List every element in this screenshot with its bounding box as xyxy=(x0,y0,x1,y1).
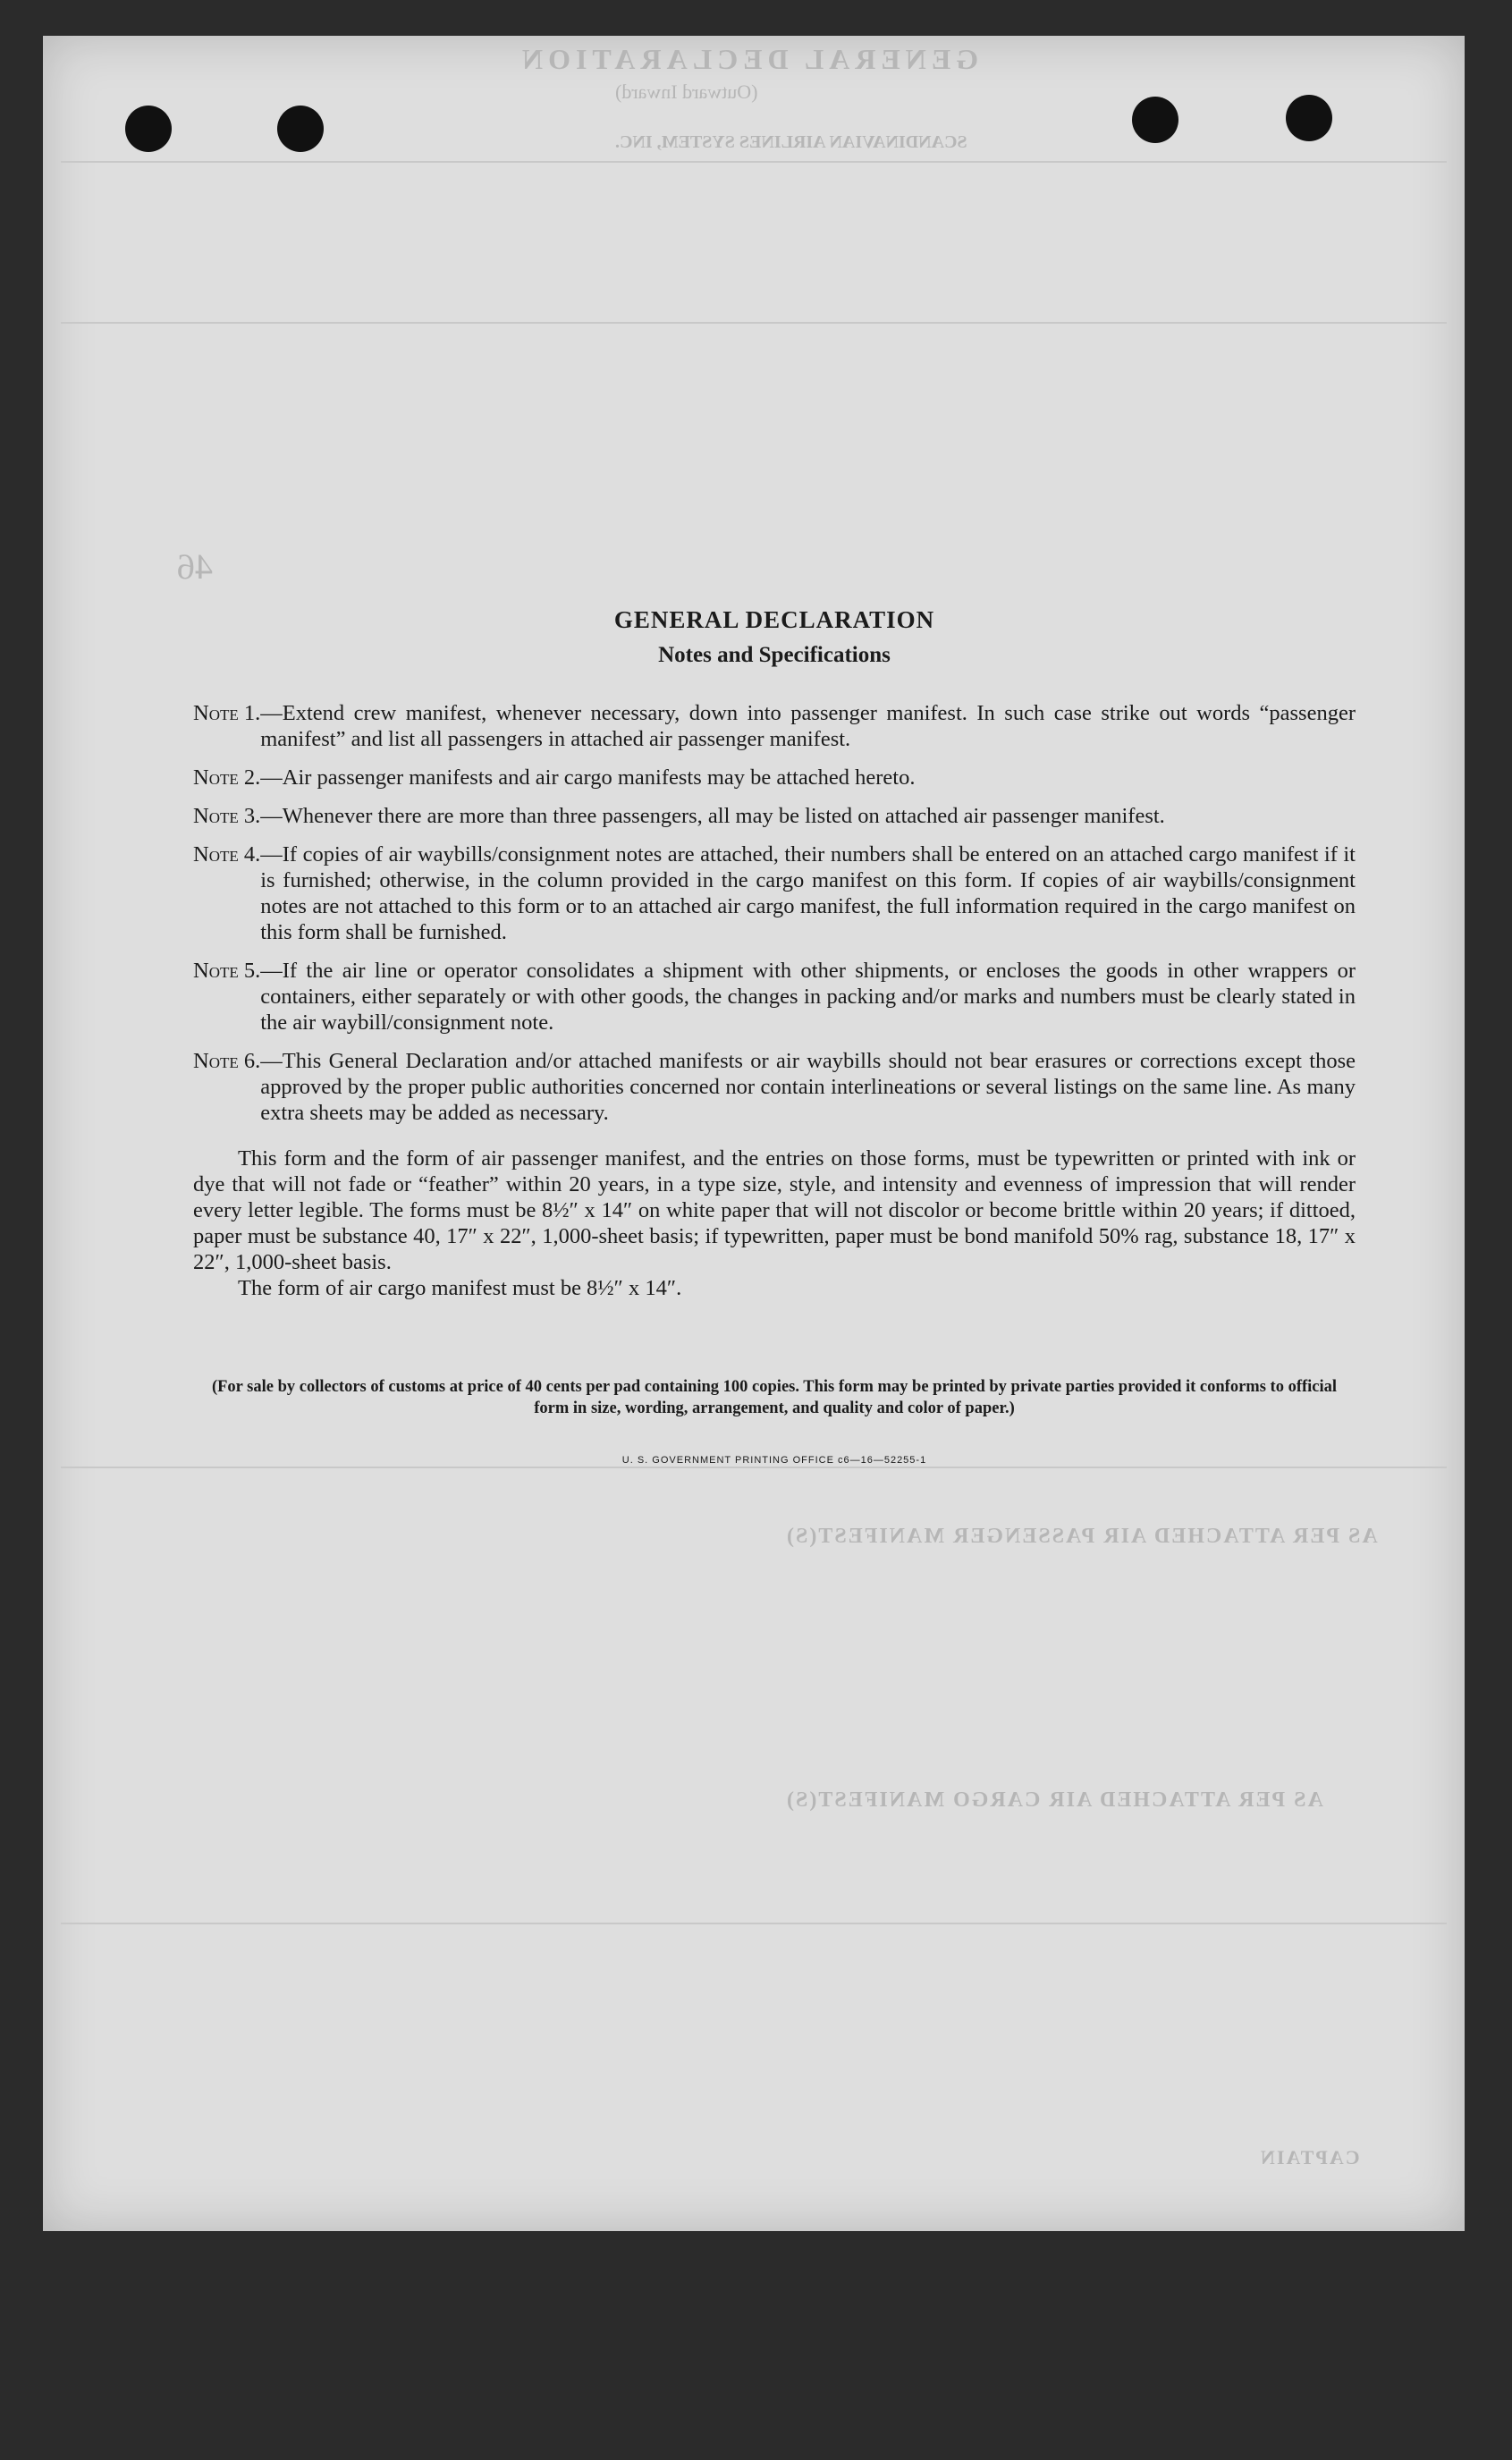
bleed-through-header-sub: (Outward Inward) xyxy=(615,80,758,103)
bleed-through-rule xyxy=(61,161,1447,163)
note-label: Note 6. xyxy=(193,1049,261,1073)
document-subtitle: Notes and Specifications xyxy=(658,643,891,667)
note-text: —If copies of air waybills/consignment notes are attached, their numbers shall be entered on an attached cargo manifest if it is furnished; otherwise, in the column provided in the cargo manifest on this form. If copies of air waybills/consignment notes are not attached to this form or to an attached air cargo manifest, the full information required in the cargo manifest on this form shall be furnished. xyxy=(260,842,1356,944)
bleed-through-rule xyxy=(61,1467,1447,1468)
punch-hole xyxy=(125,106,172,152)
notes-and-specifications xyxy=(193,606,1356,1466)
note-text: —This General Declaration and/or attached manifests or air waybills should not bear erasures or corrections except those approved by the proper public authorities concerned nor contain interlineations or several listings on the same line. As many extra sheets may be added as necessary. xyxy=(260,1049,1356,1125)
printer-imprint: U. S. GOVERNMENT PRINTING OFFICE c6—16—52255-1 xyxy=(621,1455,927,1466)
document-page xyxy=(43,36,1465,2231)
punch-hole xyxy=(1132,97,1178,143)
bleed-through-page-number: 46 xyxy=(177,546,213,587)
bleed-through-cargo-heading: AS PER ATTACHED AIR CARGO MANIFEST(S) xyxy=(785,1788,1323,1812)
note-label: Note 5. xyxy=(193,959,261,983)
document-title: GENERAL DECLARATION xyxy=(613,606,935,633)
bleed-through-rule xyxy=(61,322,1447,324)
specification-paragraph xyxy=(193,1145,1356,1275)
note-5 xyxy=(193,958,1356,1036)
cargo-manifest-size-line: The form of air cargo manifest must be 8½″ x 14″. xyxy=(238,1276,682,1300)
note-1 xyxy=(193,700,1356,752)
bleed-through-rule xyxy=(61,1923,1447,1924)
sale-notice: (For sale by collectors of customs at price of 40 cents per pad containing 100 copies. This form may be printed by private parties provided it conforms to official form in size, wording, arrangement, and quality and color of paper.) xyxy=(211,1378,1338,1417)
note-label: Note 3. xyxy=(193,804,261,828)
note-6 xyxy=(193,1048,1356,1126)
note-3 xyxy=(193,803,1356,829)
note-text: —Whenever there are more than three passengers, all may be listed on attached air passenger manifest. xyxy=(260,804,1165,828)
bleed-through-header-title: GENERAL DECLARATION xyxy=(517,43,979,75)
note-label: Note 1. xyxy=(193,701,261,725)
note-text: —Air passenger manifests and air cargo manifests may be attached hereto. xyxy=(260,765,916,790)
note-label: Note 2. xyxy=(193,765,261,790)
bleed-through-captain: CAPTAIN xyxy=(1259,2146,1360,2168)
specification-text: This form and the form of air passenger manifest, and the entries on those forms, must be typewritten or printed with ink or dye that will not fade or “feather” within 20 years, in a type size, style, and intensity and evenness of impression that will render every letter legible. The forms must be 8½″ x 14″ on white paper that will not discolor or become brittle within 20 years; if dittoed, paper must be substance 40, 17″ x 22″, 1,000-sheet basis; if typewritten, paper must be bond manifold 50% rag, substance 18, 17″ x 22″, 1,000-sheet basis. xyxy=(193,1146,1356,1274)
note-text: —If the air line or operator consolidates a shipment with other shipments, or encloses the goods in other wrappers or containers, either separately or with other goods, the changes in packing and/or marks and numbers must be clearly stated in the air waybill/consignment note. xyxy=(260,959,1356,1035)
note-label: Note 4. xyxy=(193,842,261,866)
bleed-through-airline: SCANDINAVIAN AIRLINES SYSTEM, INC. xyxy=(615,132,967,152)
punch-hole xyxy=(1286,95,1332,141)
punch-hole xyxy=(277,106,324,152)
bleed-through-passenger-heading: AS PER ATTACHED AIR PASSENGER MANIFEST(S) xyxy=(785,1525,1378,1548)
note-text: —Extend crew manifest, whenever necessary, down into passenger manifest. In such case strike out words “passenger manifest” and list all passengers in attached air passenger manifest. xyxy=(260,701,1356,751)
note-2 xyxy=(193,765,1356,790)
note-4 xyxy=(193,841,1356,945)
